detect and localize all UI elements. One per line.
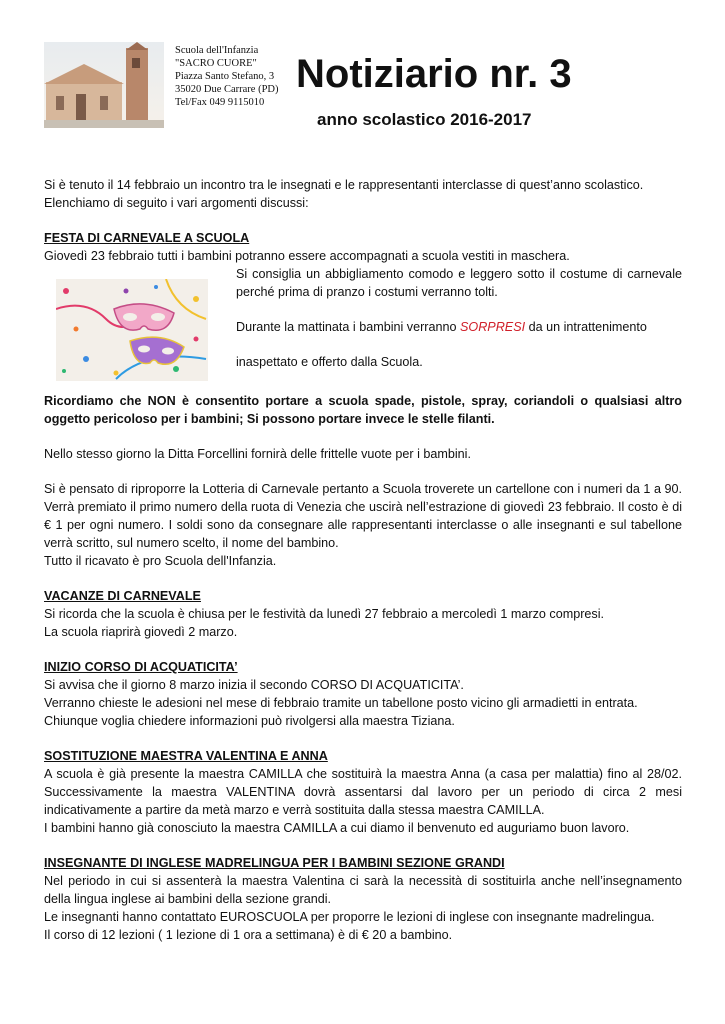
intro-line-1: Si è tenuto il 14 febbraio un incontro tra le insegnati e le rappresentanti interclasse di quest’anno scolastico. — [44, 178, 644, 192]
carnival-heading: FESTA DI CARNEVALE A SCUOLA — [44, 231, 250, 245]
school-line: Scuola dell'Infanzia — [175, 45, 259, 56]
swimming-line-1: Si avvisa che il giorno 8 marzo inizia il secondo CORSO DI ACQUATICITA’. — [44, 678, 464, 692]
newsletter-title: Notiziario nr. 3 — [296, 52, 572, 96]
substitution-heading: SOSTITUZIONE MAESTRA VALENTINA E ANNA — [44, 749, 328, 763]
surprise-text-b: da un intrattenimento — [525, 320, 647, 334]
english-paragraph-3: Il corso di 12 lezioni ( 1 lezione di 1 ora a settimana) è di € 20 a bambino. — [44, 928, 453, 942]
swimming-line-2: Verranno chieste le adesioni nel mese di febbraio tramite un tabellone posto vicino gli armadietti in entrata. — [44, 696, 638, 710]
english-paragraph-1: Nel periodo in cui si assenterà la maestra Valentina ci sarà la necessità di sostituirla anche nell’insegnamento della lingua inglese ai bambini della sezione grandi. — [44, 874, 682, 906]
newsletter-body — [44, 176, 682, 944]
school-address: Piazza Santo Stefano, 3 — [175, 71, 275, 82]
safety-warning: Ricordiamo che NON è consentito portare a scuola spade, pistole, spray, coriandoli o qualsiasi altro oggetto pericoloso per i bambini; Si possono portare invece le stelle filanti. — [44, 394, 682, 426]
surprise-line-2: inaspettato e offerto dalla Scuola. — [236, 355, 423, 369]
school-name: "SACRO CUORE" — [175, 58, 257, 69]
school-phone: Tel/Fax 049 9115010 — [175, 97, 265, 108]
english-paragraph-2: Le insegnanti hanno contattato EUROSCUOLA per proporre le lezioni di inglese con insegnante madrelingua. — [44, 910, 655, 924]
substitution-paragraph: A scuola è già presente la maestra CAMILLA che sostituirà la maestra Anna (a casa per malattia) fino al 28/02. Successivamente la maestra VALENTINA dovrà assentarsi dal lavoro per un periodo di circa 2 mesi indicativamente a partire da metà marzo e verrà sostituita dalla stessa maestra CAMILLA. — [44, 767, 682, 817]
surprise-text-a: Durante la mattinata i bambini verranno — [236, 320, 461, 334]
costume-advice: Si consiglia un abbigliamento comodo e leggero sotto il costume di carnevale perché prima di pranzo i costumi verranno tolti. — [236, 267, 682, 299]
school-info — [175, 44, 279, 109]
proceeds-note: Tutto il ricavato è pro Scuola dell'Infanzia. — [44, 554, 277, 568]
intro-line-2: Elenchiamo di seguito i vari argomenti discussi: — [44, 196, 309, 210]
surprise-emphasis: SORPRESI — [460, 320, 526, 334]
holidays-heading: VACANZE DI CARNEVALE — [44, 589, 201, 603]
holidays-line-1: Si ricorda che la scuola è chiusa per le festività da lunedì 27 febbraio a mercoledì 1 marzo compresi. — [44, 607, 605, 621]
school-city: 35020 Due Carrare (PD) — [175, 84, 279, 95]
frittelle-note: Nello stesso giorno la Ditta Forcellini fornirà delle frittelle vuote per i bambini. — [44, 447, 471, 461]
swimming-heading: INIZIO CORSO DI ACQUATICITA’ — [44, 660, 238, 674]
school-year: anno scolastico 2016-2017 — [317, 110, 532, 129]
church-photo — [44, 42, 164, 128]
carnival-intro: Giovedì 23 febbraio tutti i bambini potranno essere accompagnati a scuola vestiti in maschera. — [44, 249, 570, 263]
substitution-welcome: I bambini hanno già conosciuto la maestra CAMILLA a cui diamo il benvenuto ed auguriamo buon lavoro. — [44, 821, 630, 835]
carnival-details — [236, 265, 682, 371]
holidays-line-2: La scuola riaprirà giovedì 2 marzo. — [44, 625, 238, 639]
carnival-block — [44, 265, 682, 375]
swimming-line-3: Chiunque voglia chiedere informazioni può rivolgersi alla maestra Tiziana. — [44, 714, 455, 728]
surprise-line — [236, 318, 682, 336]
carnival-masks-image — [56, 279, 208, 381]
english-heading: INSEGNANTE DI INGLESE MADRELINGUA PER I BAMBINI SEZIONE GRANDI — [44, 856, 505, 870]
lottery-note: Si è pensato di riproporre la Lotteria di Carnevale pertanto a Scuola troverete un cartellone con i numeri da 1 a 90. Verrà premiato il primo numero della ruota di Venezia che uscirà nell’estrazione di giovedì 23 febbraio. Il costo è di € 1 per ogni numero. I soldi sono da consegnare alle rappresentanti interclasse o alle insegnanti e sul tabellone verrà scritto, sul numero scelto, il nome del bambino. — [44, 482, 682, 550]
